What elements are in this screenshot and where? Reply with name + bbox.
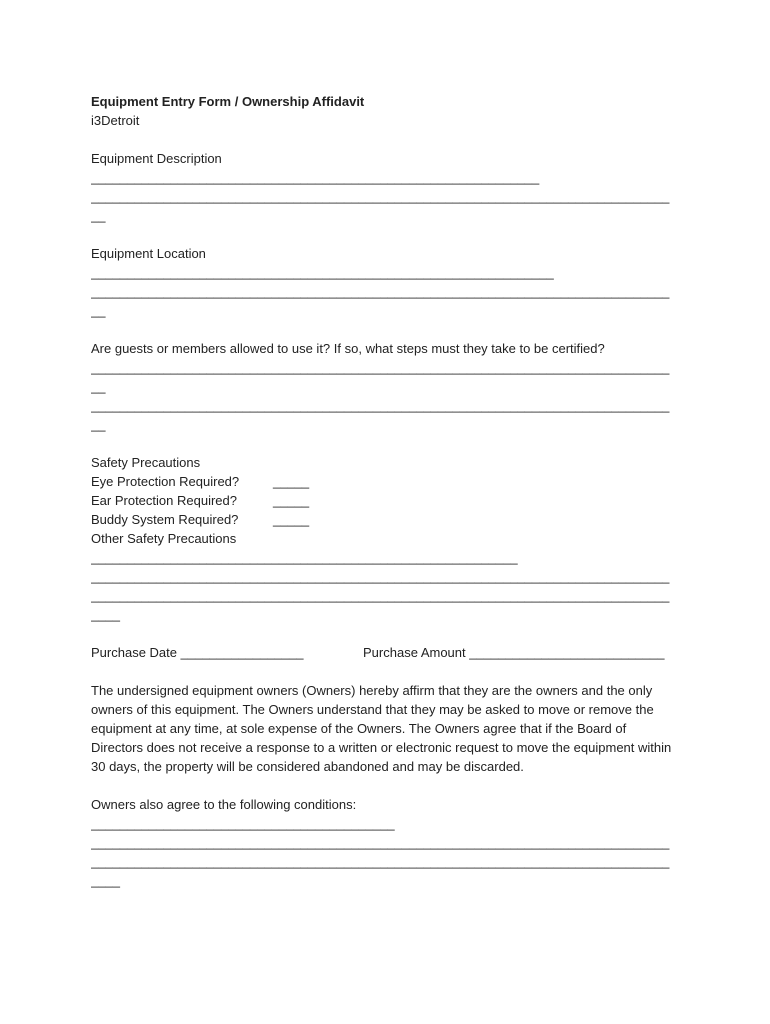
equipment-location-blank-2[interactable]: ________________________________________________________________________________ — [91, 284, 670, 299]
eye-protection-blank[interactable]: _____ — [273, 474, 310, 489]
buddy-system-row — [91, 510, 691, 529]
ear-protection-row — [91, 491, 691, 510]
guests-answer-blank-3[interactable]: ________________________________________________________________________________ — [91, 398, 670, 413]
conditions-blank-2[interactable]: ________________________________________________________________________________ — [91, 835, 670, 850]
conditions-blank-3[interactable]: ________________________________________________________________________________ — [91, 854, 670, 869]
guests-question: Are guests or members allowed to use it? If so, what steps must they take to be certified? — [91, 341, 605, 356]
buddy-system-blank[interactable]: _____ — [273, 512, 310, 527]
safety-precautions-heading: Safety Precautions — [91, 455, 201, 470]
other-safety-label: Other Safety Precautions — [91, 531, 237, 546]
equipment-description-blank-1[interactable]: ______________________________________________________________ — [91, 170, 540, 185]
purchase-date-label: Purchase Date — [91, 645, 177, 660]
form-page — [91, 92, 691, 890]
purchase-date-group — [91, 643, 363, 662]
conditions-blank-4[interactable]: ____ — [91, 873, 120, 888]
conditions-label: Owners also agree to the following conditions: — [91, 797, 357, 812]
ear-protection-blank[interactable]: _____ — [273, 493, 310, 508]
guests-answer-blank-1[interactable]: ________________________________________________________________________________ — [91, 360, 670, 375]
other-safety-blank-2[interactable]: ________________________________________________________________________________ — [91, 569, 670, 584]
purchase-amount-blank[interactable]: ___________________________ — [469, 645, 665, 660]
buddy-system-label: Buddy System Required? — [91, 512, 239, 527]
equipment-location-blank-3[interactable]: __ — [91, 303, 106, 318]
other-safety-blank-1[interactable]: ___________________________________________________________ — [91, 550, 518, 565]
purchase-row — [91, 643, 691, 662]
organization-name: i3Detroit — [91, 113, 140, 128]
equipment-description-blank-3[interactable]: __ — [91, 208, 106, 223]
equipment-location-blank-1[interactable]: ________________________________________________________________ — [91, 265, 554, 280]
equipment-location-label: Equipment Location — [91, 246, 206, 261]
eye-protection-row — [91, 472, 691, 491]
form-title: Equipment Entry Form / Ownership Affidavit — [91, 94, 365, 109]
affidavit-paragraph: The undersigned equipment owners (Owners) hereby affirm that they are the owners and the only owners of this equipment. The Owners understand that they may be asked to move or remove the equipment at any time, at sole expense of the Owners. The Owners agree that if the Board of Directors does not receive a response to a written or electronic request to move the equipment within 30 days, the property will be considered abandoned and may be discarded. — [91, 683, 672, 774]
purchase-amount-label: Purchase Amount — [363, 645, 466, 660]
ear-protection-label: Ear Protection Required? — [91, 493, 237, 508]
purchase-amount-group — [363, 643, 664, 662]
guests-answer-blank-4[interactable]: __ — [91, 417, 106, 432]
equipment-description-blank-2[interactable]: ________________________________________________________________________________ — [91, 189, 670, 204]
equipment-description-label: Equipment Description — [91, 151, 222, 166]
conditions-blank-1[interactable]: __________________________________________ — [91, 816, 395, 831]
purchase-date-blank[interactable]: _________________ — [180, 645, 304, 660]
other-safety-blank-4[interactable]: ____ — [91, 607, 120, 622]
other-safety-blank-3[interactable]: ________________________________________________________________________________ — [91, 588, 670, 603]
guests-answer-blank-2[interactable]: __ — [91, 379, 106, 394]
eye-protection-label: Eye Protection Required? — [91, 474, 240, 489]
